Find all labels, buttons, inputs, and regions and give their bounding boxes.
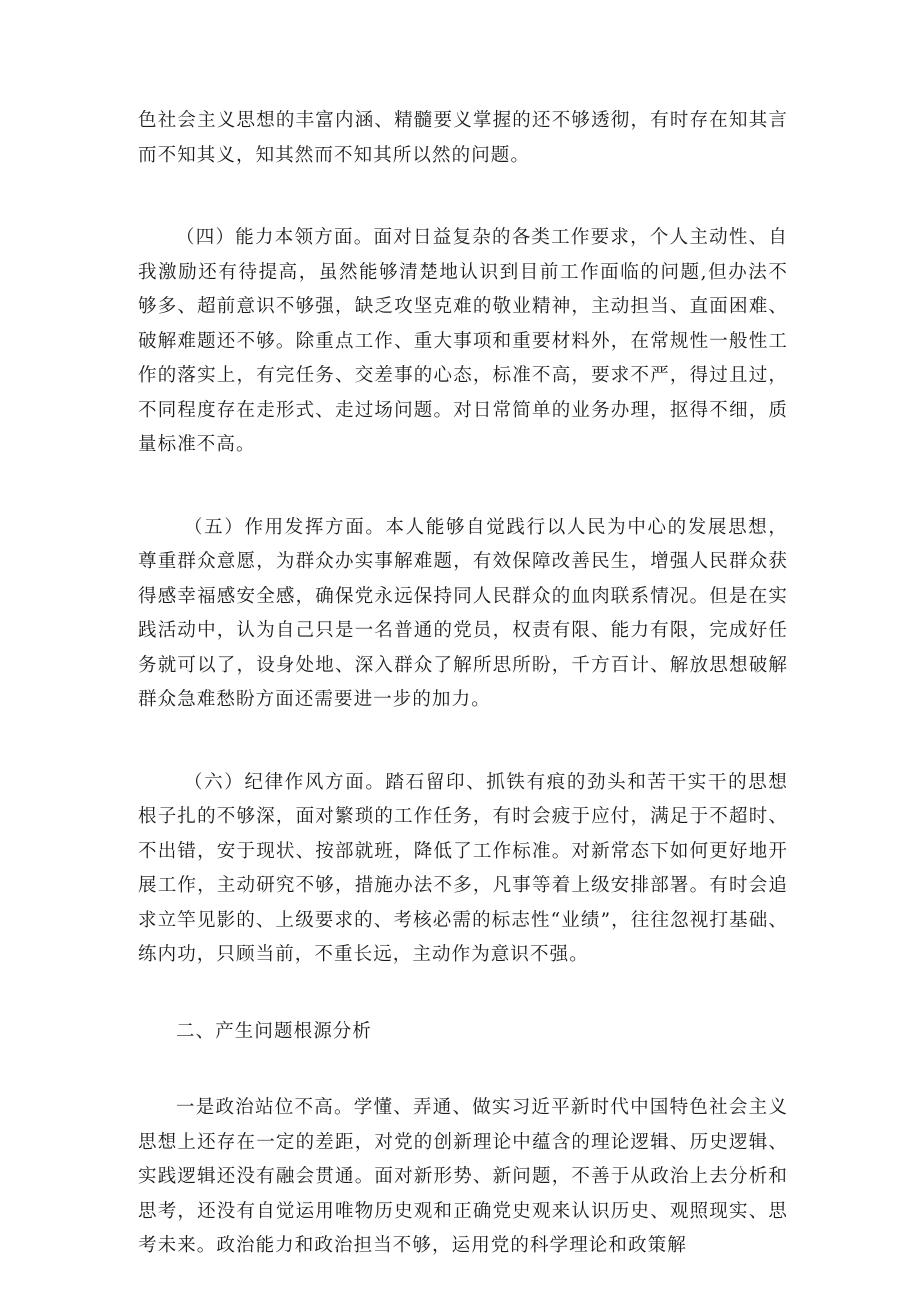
paragraph-political-stance: 一是政治站位不高。学懂、弄通、做实习近平新时代中国特色社会主义思想上还存在一定的差距，对党的创新理论中蕴含的理论逻辑、历史逻辑、实践逻辑还没有融会贯通。面对新形势、新问题，不善于从政治上去分析和思考，还没有自觉运用唯物历史观和正确党史观来认识历史、观照现实、思考未来。政治能力和政治担当不够，运用党的科学理论和政策解 [138,1097,788,1256]
paragraph-discipline: （六）纪律作风方面。踏石留印、抓铁有痕的劲头和苦干实干的思想根子扎的不够深，面对繁琐的工作任务，有时会疲于应付，满足于不超时、不出错，安于现状、按部就班，降低了工作标准。对新常态下如何更好地开展工作，主动研究不够，措施办法不多，凡事等着上级安排部署。有时会追求立竿见影的、上级要求的、考核必需的标志性“业绩”，往往忽视打基础、练内功，只顾当前，不重长远，主动作为意识不强。 [138,771,788,965]
document-page [138,104,788,1264]
paragraph-ability: （四）能力本领方面。面对日益复杂的各类工作要求，个人主动性、自我激励还有待提高，虽然能够清楚地认识到目前工作面临的问题,但办法不够多、超前意识不够强，缺乏攻坚克难的敬业精神，主动担当、直面困难、破解难题还不够。除重点工作、重大事项和重要材料外，在常规性一般性工作的落实上，有完任务、交差事的心态，标准不高，要求不严，得过且过，不同程度存在走形式、走过场问题。对日常简单的业务办理，抠得不细，质量标准不高。 [138,227,788,455]
paragraph-continuation: 色社会主义思想的丰富内涵、精髓要义掌握的还不够透彻，有时存在知其言而不知其义，知其然而不知其所以然的问题。 [138,110,788,166]
section-heading: 二、产生问题根源分析 [176,1020,373,1042]
paragraph-role: （五）作用发挥方面。本人能够自觉践行以人民为中心的发展思想，尊重群众意愿，为群众办实事解难题，有效保障改善民生，增强人民群众获得感幸福感安全感，确保党永远保持同人民群众的血肉联系情况。但是在实践活动中，认为自己只是一名普通的党员，权责有限、能力有限，完成好任务就可以了，设身处地、深入群众了解所思所盼，千方百计、解放思想破解群众急难愁盼方面还需要进一步的加力。 [138,516,788,710]
